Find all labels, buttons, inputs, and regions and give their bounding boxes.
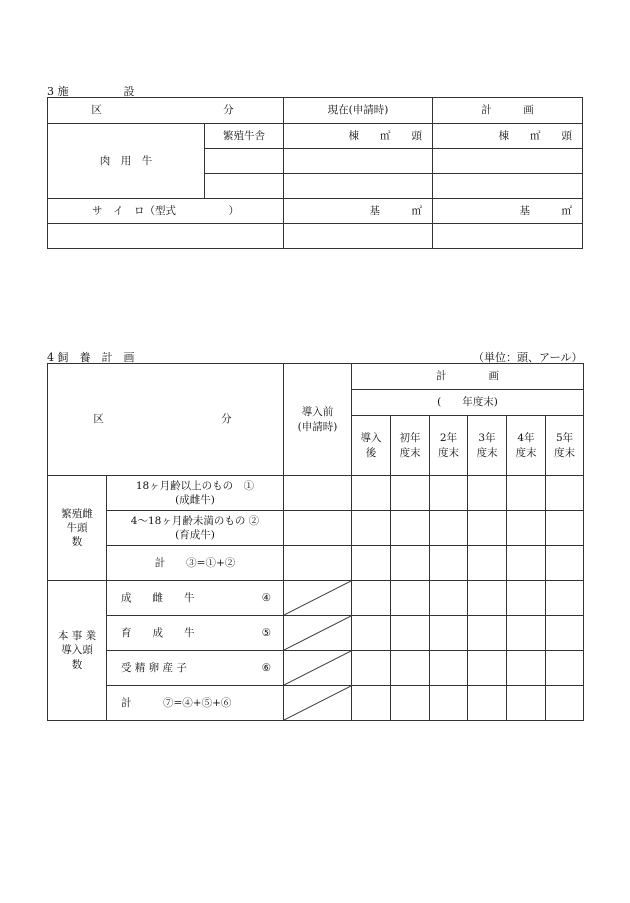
data-cell (391, 511, 430, 546)
col-header-year2 (430, 416, 468, 476)
current-header: 現在(申請時) (284, 98, 433, 124)
data-cell (507, 686, 546, 721)
data-cell (468, 581, 507, 616)
section-3-title: 3 施 設 (47, 85, 135, 98)
col-header-line1: 5年 (555, 432, 574, 445)
section-4-title: 4 飼 養 計 画 (47, 351, 135, 364)
empty-cell (284, 224, 433, 249)
row-label-text: 育 成 牛 (121, 626, 195, 639)
data-cell (507, 476, 546, 511)
col-header-line2: 度末 (554, 446, 576, 459)
data-cell (391, 581, 430, 616)
data-cell (430, 511, 468, 546)
project-intro-group-label (48, 581, 107, 721)
data-cell (430, 616, 468, 651)
col-header-year4 (507, 416, 546, 476)
kubun-left: 区 (91, 104, 102, 117)
row-label-line1: 18ヶ月齢以上のもの ① (135, 479, 255, 492)
col-header-line1: 2年 (439, 432, 458, 445)
silo-plan-unit: 基 ㎡ (433, 199, 583, 224)
data-cell (546, 546, 584, 581)
col-header-line1: 4年 (517, 432, 535, 445)
data-cell (352, 476, 391, 511)
group-label-line3: 数 (71, 536, 83, 549)
col-header-year3 (468, 416, 507, 476)
col-header-line2: 後 (365, 446, 377, 459)
diagonal-slash-cell (284, 581, 352, 616)
empty-cell (433, 149, 583, 174)
col-header-line1: 導入 (360, 432, 382, 445)
group-label-line2: 導入頭 (61, 644, 93, 657)
data-cell (284, 476, 352, 511)
data-cell (352, 546, 391, 581)
row-label-line1: 4〜18ヶ月齢未満のもの ② (130, 514, 260, 527)
data-cell (468, 616, 507, 651)
data-cell (352, 616, 391, 651)
data-cell (391, 546, 430, 581)
data-cell (391, 616, 430, 651)
row-label-heifer (107, 511, 284, 546)
row-label-number: ④ (261, 591, 271, 604)
row-label-intro-adult-female (107, 581, 284, 616)
col-header-line1: 3年 (478, 432, 496, 445)
data-cell (391, 651, 430, 686)
data-cell (391, 476, 430, 511)
col-header-line2: 度末 (476, 446, 498, 459)
before-intro-line2: (申請時) (297, 420, 338, 433)
silo-label: サ イ ロ（型式 ） (48, 199, 284, 224)
row-label-text: 計 ⑦=④+⑤+⑥ (121, 696, 232, 709)
facilities-table (47, 97, 583, 249)
col-header-year1 (391, 416, 430, 476)
diagonal-slash-icon (284, 616, 351, 650)
empty-cell (284, 149, 433, 174)
row-label-subtotal (107, 546, 284, 581)
kubun-header (48, 364, 284, 476)
data-cell (430, 546, 468, 581)
row-label-line1: 計 ③=①+② (154, 556, 236, 569)
fiscal-year-header: ( 年度末) (352, 390, 584, 416)
data-cell (284, 546, 352, 581)
row-label-intro-total (107, 686, 284, 721)
data-cell (352, 581, 391, 616)
empty-cell (48, 224, 284, 249)
data-cell (430, 686, 468, 721)
row-label-text: 成 雌 牛 (121, 591, 195, 604)
breeding-barn-label: 繁殖牛舎 (205, 124, 284, 149)
data-cell (507, 546, 546, 581)
data-cell (391, 686, 430, 721)
data-cell (352, 651, 391, 686)
row-label-adult-female (107, 476, 284, 511)
data-cell (352, 686, 391, 721)
data-cell (468, 651, 507, 686)
empty-cell (205, 174, 284, 199)
col-header-line2: 度末 (515, 446, 537, 459)
data-cell (507, 581, 546, 616)
row-label-text: 受 精 卵 産 子 (121, 661, 187, 674)
col-header-line2: 度末 (399, 446, 421, 459)
diagonal-slash-cell (284, 651, 352, 686)
empty-cell (433, 224, 583, 249)
data-cell (507, 651, 546, 686)
plan-header: 計 画 (352, 364, 584, 390)
diagonal-slash-cell (284, 616, 352, 651)
data-cell (468, 511, 507, 546)
diagonal-slash-icon (284, 651, 351, 685)
kubun-header (48, 98, 284, 124)
group-label-line1: 本 事 業 (57, 630, 97, 643)
beef-cattle-label: 肉 用 牛 (48, 124, 205, 199)
col-header-year5 (546, 416, 584, 476)
empty-cell (205, 149, 284, 174)
data-cell (468, 686, 507, 721)
group-label-line1: 繁殖雌 (61, 507, 93, 520)
row-label-line2: (成雌牛) (175, 494, 215, 506)
data-cell (507, 616, 546, 651)
feeding-plan-table (47, 363, 584, 721)
row-label-number: ⑥ (261, 661, 271, 674)
data-cell (546, 686, 584, 721)
col-header-line1: 初年 (399, 432, 421, 445)
plan-unit-cell: 棟 ㎡ 頭 (433, 124, 583, 149)
kubun-left: 区 (93, 413, 104, 426)
data-cell (546, 581, 584, 616)
data-cell (546, 651, 584, 686)
data-cell (546, 476, 584, 511)
empty-cell (433, 174, 583, 199)
data-cell (546, 511, 584, 546)
col-header-after-intro (352, 416, 391, 476)
data-cell (284, 511, 352, 546)
plan-header: 計 画 (433, 98, 583, 124)
diagonal-slash-icon (284, 581, 351, 615)
before-intro-line1: 導入前 (301, 406, 334, 419)
data-cell (546, 616, 584, 651)
group-label-line3: 数 (71, 658, 83, 671)
row-label-number: ⑤ (261, 626, 271, 639)
empty-cell (284, 174, 433, 199)
kubun-right: 分 (221, 413, 232, 426)
data-cell (352, 511, 391, 546)
silo-current-unit: 基 ㎡ (284, 199, 433, 224)
kubun-right: 分 (223, 104, 234, 117)
row-label-intro-heifer (107, 616, 284, 651)
data-cell (468, 546, 507, 581)
group-label-line2: 牛頭 (66, 521, 88, 534)
breeding-female-group-label (48, 476, 107, 581)
diagonal-slash-icon (284, 686, 351, 720)
unit-note: （単位：頭、アール） (473, 351, 583, 364)
data-cell (468, 476, 507, 511)
current-unit-cell: 棟 ㎡ 頭 (284, 124, 433, 149)
row-label-embryo-calf (107, 651, 284, 686)
diagonal-slash-cell (284, 686, 352, 721)
data-cell (430, 651, 468, 686)
col-header-line2: 度末 (438, 446, 459, 459)
before-intro-header (284, 364, 352, 476)
data-cell (430, 581, 468, 616)
data-cell (507, 511, 546, 546)
data-cell (430, 476, 468, 511)
row-label-line2: (育成牛) (175, 529, 215, 541)
